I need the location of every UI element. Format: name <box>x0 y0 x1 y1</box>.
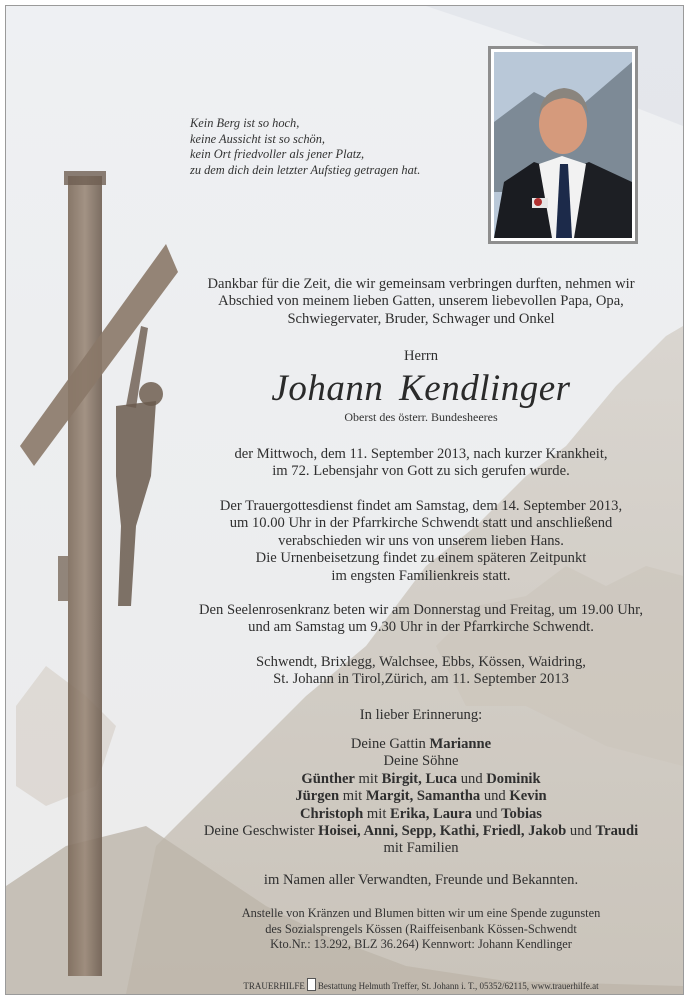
family-siblings: Deine Geschwister Hoisei, Anni, Sepp, Kathi, Friedl, Jakob und Traudi <box>203 823 639 840</box>
obituary-frame <box>5 5 684 995</box>
intro-line: Dankbar für die Zeit, die wir gemeinsam verbringen durften, nehmen wir <box>207 276 635 292</box>
salutation: Herrn <box>403 348 439 364</box>
family-with-families: mit Familien <box>383 840 459 857</box>
wife-name: Marianne <box>429 736 492 752</box>
service-line: Der Trauergottesdienst findet am Samstag, dem 14. September 2013, <box>219 498 623 514</box>
poem-line: Kein Berg ist so hoch, <box>190 116 300 130</box>
family-son-1: Günther mit Birgit, Luca und Dominik <box>301 770 541 787</box>
death-line: der Mittwoch, dem 11. September 2013, nach kurzer Krankheit, <box>234 446 608 462</box>
poem-line: zu dem dich dein letzter Aufstieg getragen hat. <box>190 162 421 177</box>
service-line: im engsten Familienkreis statt. <box>331 567 511 584</box>
service-line: verabschieden wir uns von unserem lieben Hans. <box>278 532 564 549</box>
rosary-notice <box>176 602 666 637</box>
donation-request <box>176 906 666 953</box>
rosary-line: und am Samstag um 9.30 Uhr in der Pfarrkirche Schwendt. <box>248 619 594 636</box>
intro-line: Abschied von meinem lieben Gatten, unserem liebevollen Papa, Opa, <box>218 293 624 310</box>
poem-line: kein Ort friedvoller als jener Platz, <box>190 147 365 162</box>
service-line: Die Urnenbeisetzung findet zu einem späteren Zeitpunkt <box>255 550 587 567</box>
family-wife: Deine Gattin Marianne <box>350 736 492 752</box>
donation-line: Kto.Nr.: 13.292, BLZ 36.264) Kennwort: Johann Kendlinger <box>270 937 572 952</box>
death-line: im 72. Lebensjahr von Gott zu sich gerufen wurde. <box>272 463 570 480</box>
poem-line: keine Aussicht ist so schön, <box>190 131 326 146</box>
deceased-name: Johann Kendlinger <box>271 368 571 409</box>
funeral-service <box>176 498 666 585</box>
places-line: Schwendt, Brixlegg, Walchsee, Ebbs, Kössen, Waidring, <box>256 654 586 670</box>
rosary-line: Den Seelenrosenkranz beten wir am Donnerstag und Freitag, um 19.00 Uhr, <box>199 602 643 618</box>
funeral-home-footer <box>176 978 666 991</box>
service-line: um 10.00 Uhr in der Pfarrkirche Schwendt statt und anschließend <box>229 515 613 532</box>
family-sons: Deine Söhne <box>383 753 459 770</box>
intro-line: Schwiegervater, Bruder, Schwager und Onkel <box>287 310 555 327</box>
death-notice <box>176 446 666 481</box>
donation-line: des Sozialsprengels Kössen (Raiffeisenbank Kössen-Schwendt <box>265 921 577 936</box>
places-date <box>176 654 666 689</box>
family-son-3: Christoph mit Erika, Laura und Tobias <box>300 805 542 822</box>
memorial-poem <box>190 116 490 178</box>
relatives-line: im Namen aller Verwandten, Freunde und Bekannten. <box>263 872 579 888</box>
memory-heading: In lieber Erinnerung: <box>359 707 483 723</box>
footer-text: Bestattung Helmuth Treffer, St. Johann i. T., 05352/62115, www.trauerhilfe.at <box>317 981 599 991</box>
places-line: St. Johann in Tirol,Zürich, am 11. September 2013 <box>273 671 569 688</box>
portrait-photo <box>488 46 638 244</box>
portrait-image <box>494 52 632 238</box>
donation-line: Anstelle von Kränzen und Blumen bitten wir um eine Spende zugunsten <box>241 906 601 920</box>
footer-brand: TRAUERHILFE <box>243 981 305 991</box>
family-list <box>176 736 666 858</box>
trauerhilfe-logo-icon <box>307 978 316 991</box>
family-son-2: Jürgen mit Margit, Samantha und Kevin <box>295 788 547 805</box>
deceased-rank: Oberst des österr. Bundesheeres <box>344 410 498 424</box>
intro-text <box>176 276 666 328</box>
